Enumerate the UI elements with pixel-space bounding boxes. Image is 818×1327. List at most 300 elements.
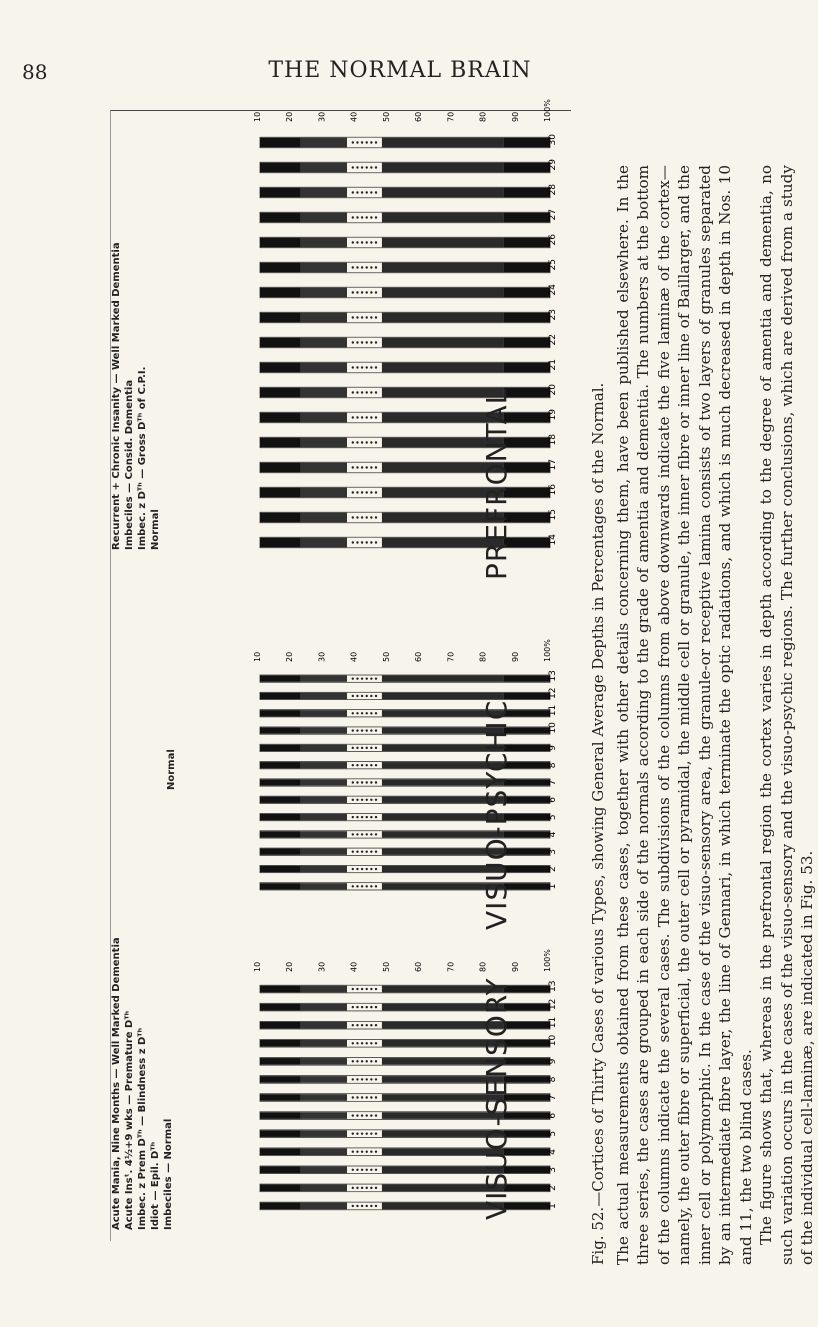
granule-dot bbox=[366, 677, 368, 679]
lamina-segment bbox=[260, 1167, 301, 1174]
granule-dot bbox=[352, 341, 354, 343]
lamina-segment bbox=[382, 676, 504, 682]
granule-dot bbox=[352, 851, 354, 853]
case-number: 23 bbox=[548, 309, 558, 321]
granule-dot bbox=[361, 541, 363, 543]
percent-tick-label: 30 bbox=[317, 961, 327, 972]
granule-dot bbox=[352, 1205, 354, 1207]
granule-dot bbox=[352, 291, 354, 293]
legend-item: Imbeciles — Consid. Dementia bbox=[124, 379, 135, 550]
percent-tick-label: 100% bbox=[543, 99, 552, 122]
percent-tick-label: 20 bbox=[285, 111, 295, 122]
granule-dot bbox=[375, 266, 377, 268]
granule-dot bbox=[361, 266, 363, 268]
lamina-segment bbox=[382, 138, 504, 148]
case-number: 16 bbox=[548, 484, 558, 496]
granule-dot bbox=[366, 1060, 368, 1062]
lamina-segment bbox=[504, 163, 550, 173]
granule-dot bbox=[375, 1060, 377, 1062]
granule-dot bbox=[361, 366, 363, 368]
lamina-segment bbox=[504, 676, 550, 682]
granule-dot bbox=[370, 441, 372, 443]
granule-dot bbox=[366, 781, 368, 783]
granule-dot bbox=[352, 416, 354, 418]
granule-dot bbox=[366, 216, 368, 218]
granule-dot bbox=[375, 416, 377, 418]
granule-dot bbox=[366, 391, 368, 393]
case-number: 24 bbox=[548, 284, 558, 296]
case-number: 22 bbox=[548, 334, 558, 346]
granule-dot bbox=[352, 712, 354, 714]
granule-dot bbox=[375, 816, 377, 818]
granule-dot bbox=[370, 833, 372, 835]
legend-item: Imbec. z Dᵀʰ — Gross Dᵀʰ of C.P.I. bbox=[137, 366, 148, 550]
granule-dot bbox=[366, 1205, 368, 1207]
percent-tick-label: 20 bbox=[285, 961, 295, 972]
granule-dot bbox=[352, 1078, 354, 1080]
granule-dot bbox=[366, 1169, 368, 1171]
granule-dot bbox=[370, 695, 372, 697]
lamina-segment bbox=[260, 413, 301, 423]
granule-dot bbox=[366, 291, 368, 293]
case-number: 12 bbox=[548, 998, 558, 1011]
granule-dot bbox=[352, 1187, 354, 1189]
granule-dot bbox=[366, 441, 368, 443]
granule-dot bbox=[375, 695, 377, 697]
lamina-segment bbox=[260, 263, 301, 273]
granule-dot bbox=[361, 1006, 363, 1008]
granule-dot bbox=[370, 1151, 372, 1153]
lamina-segment bbox=[260, 513, 301, 523]
granule-dot bbox=[366, 1114, 368, 1116]
granule-dot bbox=[370, 851, 372, 853]
granule-dot bbox=[356, 216, 358, 218]
lamina-segment bbox=[301, 188, 347, 198]
percent-tick-label: 70 bbox=[446, 961, 456, 972]
case-number: 11 bbox=[548, 704, 558, 717]
granule-dot bbox=[366, 764, 368, 766]
case-number: 9 bbox=[548, 1058, 558, 1065]
granule-dot bbox=[375, 391, 377, 393]
granule-dot bbox=[352, 833, 354, 835]
lamina-segment bbox=[260, 1130, 301, 1137]
granule-dot bbox=[356, 166, 358, 168]
lamina-segment bbox=[301, 1185, 347, 1192]
case-number: 1 bbox=[548, 883, 558, 890]
granule-dot bbox=[370, 266, 372, 268]
legend-item: Imbec. z Prem Dᵀʰ — Blindness z Dᵀʰ bbox=[137, 1027, 148, 1230]
percent-tick-label: 10 bbox=[253, 961, 262, 972]
percent-tick-label: 80 bbox=[478, 651, 488, 662]
lamina-segment bbox=[260, 762, 301, 768]
lamina-segment bbox=[260, 849, 301, 855]
lamina-segment bbox=[301, 138, 347, 148]
lamina-segment bbox=[301, 1112, 347, 1119]
granule-dot bbox=[356, 695, 358, 697]
granule-dot bbox=[366, 885, 368, 887]
granule-dot bbox=[352, 141, 354, 143]
percent-tick-label: 80 bbox=[478, 111, 488, 122]
case-number: 2 bbox=[548, 866, 558, 873]
granule-dot bbox=[366, 166, 368, 168]
lamina-segment bbox=[260, 338, 301, 348]
lamina-segment bbox=[382, 213, 504, 223]
case-number: 7 bbox=[548, 1094, 558, 1101]
granule-dot bbox=[366, 366, 368, 368]
granule-dot bbox=[375, 1205, 377, 1207]
percent-tick-label: 70 bbox=[446, 651, 456, 662]
granule-dot bbox=[356, 341, 358, 343]
panel-label-prefrontal: PREFRONTAL bbox=[480, 387, 513, 580]
lamina-segment bbox=[260, 745, 301, 751]
lamina-segment bbox=[301, 986, 347, 993]
granule-dot bbox=[361, 885, 363, 887]
granule-dot bbox=[361, 851, 363, 853]
granule-dot bbox=[366, 1078, 368, 1080]
percent-tick-label: 50 bbox=[381, 111, 391, 122]
granule-dot bbox=[352, 1151, 354, 1153]
lamina-segment bbox=[301, 488, 347, 498]
percent-tick-label: 100% bbox=[543, 639, 552, 662]
granule-dot bbox=[356, 1060, 358, 1062]
lamina-segment bbox=[301, 1022, 347, 1029]
granule-dot bbox=[375, 781, 377, 783]
granule-dot bbox=[375, 1151, 377, 1153]
case-number: 2 bbox=[548, 1185, 558, 1191]
lamina-segment bbox=[301, 814, 347, 820]
granule-dot bbox=[356, 851, 358, 853]
granule-dot bbox=[370, 316, 372, 318]
lamina-segment bbox=[504, 288, 550, 298]
granule-dot bbox=[352, 391, 354, 393]
granule-dot bbox=[366, 341, 368, 343]
granule-dot bbox=[375, 216, 377, 218]
granule-dot bbox=[352, 1169, 354, 1171]
lamina-segment bbox=[301, 313, 347, 323]
granule-dot bbox=[361, 1187, 363, 1189]
lamina-segment bbox=[260, 831, 301, 837]
granule-dot bbox=[356, 516, 358, 518]
lamina-segment bbox=[260, 1203, 301, 1210]
case-number: 3 bbox=[548, 848, 558, 855]
granule-dot bbox=[366, 541, 368, 543]
legend-item: Acute Mania, Nine Months — Well Marked Dementia bbox=[111, 937, 122, 1230]
granule-dot bbox=[352, 516, 354, 518]
granule-dot bbox=[352, 747, 354, 749]
percent-tick-label: 90 bbox=[510, 961, 520, 972]
granule-dot bbox=[352, 491, 354, 493]
granule-dot bbox=[366, 416, 368, 418]
granule-dot bbox=[361, 416, 363, 418]
granule-dot bbox=[356, 1169, 358, 1171]
granule-dot bbox=[375, 466, 377, 468]
lamina-segment bbox=[301, 1094, 347, 1101]
lamina-segment bbox=[260, 710, 301, 716]
granule-dot bbox=[361, 516, 363, 518]
granule-dot bbox=[366, 316, 368, 318]
lamina-segment bbox=[301, 413, 347, 423]
granule-dot bbox=[366, 799, 368, 801]
granule-dot bbox=[370, 799, 372, 801]
granule-dot bbox=[356, 781, 358, 783]
lamina-segment bbox=[382, 188, 504, 198]
lamina-segment bbox=[260, 779, 301, 785]
case-number: 3 bbox=[548, 1167, 558, 1173]
granule-dot bbox=[352, 677, 354, 679]
percent-tick-label: 40 bbox=[349, 651, 359, 662]
legend-item: Normal bbox=[150, 509, 161, 550]
granule-dot bbox=[375, 988, 377, 990]
granule-dot bbox=[352, 695, 354, 697]
case-number: 20 bbox=[548, 384, 558, 396]
granule-dot bbox=[356, 441, 358, 443]
lamina-segment bbox=[260, 1148, 301, 1155]
granule-dot bbox=[356, 191, 358, 193]
granule-dot bbox=[352, 316, 354, 318]
lamina-segment bbox=[260, 1112, 301, 1119]
granule-dot bbox=[361, 1169, 363, 1171]
lamina-segment bbox=[504, 263, 550, 273]
granule-dot bbox=[370, 1205, 372, 1207]
percent-tick-label: 10 bbox=[253, 651, 262, 662]
granule-dot bbox=[356, 391, 358, 393]
lamina-segment bbox=[301, 831, 347, 837]
percent-tick-label: 10 bbox=[253, 111, 262, 122]
granule-dot bbox=[366, 851, 368, 853]
case-number: 19 bbox=[548, 409, 558, 421]
granule-dot bbox=[375, 851, 377, 853]
lamina-segment bbox=[301, 1040, 347, 1047]
granule-dot bbox=[352, 816, 354, 818]
granule-dot bbox=[370, 816, 372, 818]
lamina-segment bbox=[301, 213, 347, 223]
granule-dot bbox=[375, 191, 377, 193]
granule-dot bbox=[356, 1042, 358, 1044]
granule-dot bbox=[375, 747, 377, 749]
lamina-segment bbox=[260, 797, 301, 803]
granule-dot bbox=[375, 764, 377, 766]
lamina-segment bbox=[301, 883, 347, 889]
percent-tick-label: 90 bbox=[510, 651, 520, 662]
case-number: 12 bbox=[548, 687, 558, 699]
caption-title: Fig. 52.—Cortices of Thirty Cases of various Types, showing General Average Depths in Percentages of the Normal. bbox=[589, 382, 607, 1265]
granule-dot bbox=[361, 764, 363, 766]
granule-dot bbox=[361, 1024, 363, 1026]
granule-dot bbox=[366, 1151, 368, 1153]
granule-dot bbox=[356, 316, 358, 318]
case-number: 25 bbox=[548, 259, 558, 271]
granule-dot bbox=[375, 441, 377, 443]
cortex-depth-figure bbox=[110, 99, 570, 1240]
granule-dot bbox=[361, 677, 363, 679]
granule-dot bbox=[356, 1205, 358, 1207]
case-number: 5 bbox=[548, 814, 558, 821]
granule-dot bbox=[356, 764, 358, 766]
granule-dot bbox=[375, 712, 377, 714]
case-number: 10 bbox=[548, 1034, 558, 1047]
granule-dot bbox=[375, 516, 377, 518]
lamina-segment bbox=[504, 338, 550, 348]
granule-dot bbox=[361, 141, 363, 143]
granule-dot bbox=[356, 677, 358, 679]
figure-caption bbox=[588, 165, 818, 1265]
granule-dot bbox=[366, 1042, 368, 1044]
case-number: 28 bbox=[548, 184, 558, 196]
lamina-segment bbox=[260, 163, 301, 173]
percent-tick-label: 60 bbox=[414, 651, 424, 662]
granule-dot bbox=[375, 1187, 377, 1189]
lamina-segment bbox=[382, 263, 504, 273]
lamina-segment bbox=[504, 188, 550, 198]
granule-dot bbox=[375, 541, 377, 543]
granule-dot bbox=[356, 1024, 358, 1026]
granule-dot bbox=[361, 491, 363, 493]
granule-dot bbox=[352, 868, 354, 870]
granule-dot bbox=[366, 241, 368, 243]
granule-dot bbox=[370, 747, 372, 749]
case-number: 6 bbox=[548, 797, 558, 803]
caption-body: The figure shows that, whereas in the prefrontal region the cortex varies in depth according to the degree of amentia and dementia, no such variation occurs in the cases of the visuo-sensory and the visuo-psychic regions. The further conclusions, which are derived from a study of the individual cell-laminæ, are indicated in Fig. 53. bbox=[757, 165, 816, 1265]
granule-dot bbox=[370, 141, 372, 143]
lamina-segment bbox=[504, 363, 550, 373]
granule-dot bbox=[370, 466, 372, 468]
granule-dot bbox=[356, 1187, 358, 1189]
case-number: 5 bbox=[548, 1130, 558, 1137]
granule-dot bbox=[356, 816, 358, 818]
granule-dot bbox=[352, 541, 354, 543]
lamina-segment bbox=[301, 1004, 347, 1011]
granule-dot bbox=[375, 868, 377, 870]
granule-dot bbox=[375, 1042, 377, 1044]
lamina-segment bbox=[301, 163, 347, 173]
lamina-segment bbox=[301, 238, 347, 248]
lamina-segment bbox=[301, 538, 347, 548]
case-number: 9 bbox=[548, 745, 558, 751]
granule-dot bbox=[356, 141, 358, 143]
case-number: 10 bbox=[548, 722, 558, 734]
granule-dot bbox=[352, 1114, 354, 1116]
granule-dot bbox=[361, 291, 363, 293]
lamina-segment bbox=[301, 762, 347, 768]
granule-dot bbox=[361, 241, 363, 243]
granule-dot bbox=[370, 1078, 372, 1080]
granule-dot bbox=[356, 868, 358, 870]
lamina-segment bbox=[301, 438, 347, 448]
lamina-segment bbox=[382, 163, 504, 173]
granule-dot bbox=[366, 868, 368, 870]
granule-dot bbox=[356, 885, 358, 887]
granule-dot bbox=[356, 1078, 358, 1080]
granule-dot bbox=[375, 1132, 377, 1134]
lamina-segment bbox=[382, 363, 504, 373]
granule-dot bbox=[370, 1042, 372, 1044]
granule-dot bbox=[370, 677, 372, 679]
granule-dot bbox=[352, 441, 354, 443]
granule-dot bbox=[370, 885, 372, 887]
percent-tick-label: 60 bbox=[414, 111, 424, 122]
granule-dot bbox=[361, 1151, 363, 1153]
granule-dot bbox=[352, 266, 354, 268]
granule-dot bbox=[375, 341, 377, 343]
granule-dot bbox=[370, 191, 372, 193]
granule-dot bbox=[366, 266, 368, 268]
lamina-segment bbox=[260, 388, 301, 398]
case-number: 7 bbox=[548, 779, 558, 786]
lamina-segment bbox=[504, 213, 550, 223]
lamina-segment bbox=[301, 1148, 347, 1155]
lamina-segment bbox=[382, 238, 504, 248]
granule-dot bbox=[361, 191, 363, 193]
granule-dot bbox=[370, 1024, 372, 1026]
lamina-segment bbox=[260, 488, 301, 498]
granule-dot bbox=[366, 1024, 368, 1026]
granule-dot bbox=[361, 1114, 363, 1116]
granule-dot bbox=[366, 1006, 368, 1008]
granule-dot bbox=[361, 868, 363, 870]
lamina-segment bbox=[301, 676, 347, 682]
granule-dot bbox=[375, 241, 377, 243]
case-number: 13 bbox=[548, 670, 558, 682]
granule-dot bbox=[370, 1006, 372, 1008]
lamina-segment bbox=[301, 338, 347, 348]
granule-dot bbox=[356, 1114, 358, 1116]
lamina-segment bbox=[504, 238, 550, 248]
lamina-segment bbox=[260, 693, 301, 699]
legend-prefrontal bbox=[110, 242, 162, 550]
percent-tick-label: 40 bbox=[349, 111, 359, 122]
granule-dot bbox=[352, 191, 354, 193]
lamina-segment bbox=[301, 463, 347, 473]
lamina-segment bbox=[260, 814, 301, 820]
granule-dot bbox=[361, 816, 363, 818]
caption-body: The actual measurements obtained from these cases, together with other details concerning them, have been published elsewhere. In the three series, the cases are grouped in each side of the normals according to the grade of amentia and dementia. The numbers at the bottom of the columns indicate the several cases. The subdivisions of the columns from above downwards indicate the five laminæ of the cortex—namely, the outer fibre or superficial, the outer cell or pyramidal, the middle cell or granule, the inner fibre or inner line of Baillarger, and the inner cell or polymorphic. In the case of the visuo-sensory area, the granule-or receptive lamina consists of two layers of granules separated by an intermediate fibre layer, the line of Gennari, in which terminate the optic radiations, and which is much decreased in depth in Nos. 10 and 11, the two blind cases. bbox=[613, 165, 755, 1265]
case-number: 30 bbox=[548, 134, 558, 146]
granule-dot bbox=[366, 729, 368, 731]
granule-dot bbox=[361, 441, 363, 443]
percent-tick-label: 40 bbox=[349, 961, 359, 972]
case-number: 18 bbox=[548, 434, 558, 446]
granule-dot bbox=[366, 1132, 368, 1134]
case-number: 4 bbox=[548, 831, 558, 838]
granule-dot bbox=[375, 729, 377, 731]
granule-dot bbox=[370, 1060, 372, 1062]
lamina-segment bbox=[260, 1022, 301, 1029]
granule-dot bbox=[366, 833, 368, 835]
granule-dot bbox=[370, 1169, 372, 1171]
lamina-segment bbox=[260, 213, 301, 223]
granule-dot bbox=[361, 833, 363, 835]
granule-dot bbox=[361, 391, 363, 393]
granule-dot bbox=[370, 241, 372, 243]
granule-dot bbox=[361, 1096, 363, 1098]
lamina-segment bbox=[260, 538, 301, 548]
granule-dot bbox=[375, 141, 377, 143]
granule-dot bbox=[370, 868, 372, 870]
percent-tick-label: 50 bbox=[381, 961, 391, 972]
case-number: 17 bbox=[548, 459, 558, 471]
granule-dot bbox=[370, 764, 372, 766]
case-number: 26 bbox=[548, 234, 558, 246]
granule-dot bbox=[356, 833, 358, 835]
percent-tick-label: 90 bbox=[510, 111, 520, 122]
granule-dot bbox=[352, 1132, 354, 1134]
granule-dot bbox=[370, 1114, 372, 1116]
granule-dot bbox=[370, 712, 372, 714]
lamina-segment bbox=[301, 866, 347, 872]
granule-dot bbox=[356, 1132, 358, 1134]
granule-dot bbox=[370, 291, 372, 293]
lamina-segment bbox=[382, 693, 504, 699]
